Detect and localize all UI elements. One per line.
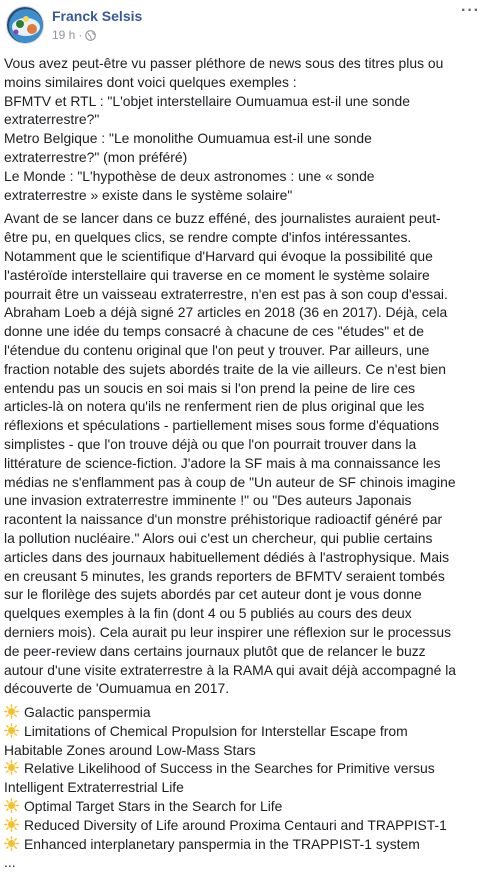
reference-title: Limitations of Chemical Propulsion for Interstellar Escape from	[24, 722, 408, 739]
body-line: l'étendue du contenu original que l'on peut y trouver. Par ailleurs, une	[4, 341, 430, 358]
intro-paragraph	[4, 54, 482, 204]
body-line: quelques exemples à la fin (dont 4 ou 5 publiés au cours des deux	[4, 605, 412, 622]
reference-item	[4, 816, 482, 835]
reference-line	[4, 816, 482, 835]
reference-line	[4, 703, 482, 722]
body-line: la pollution nucléaire." Alors oui c'est un chercheur, qui publie certains	[4, 529, 433, 546]
reference-item	[4, 722, 482, 760]
meta-separator: ·	[78, 28, 83, 42]
intro-line: Metro Belgique : "Le monolithe Oumuamua est-il une sonde	[4, 130, 372, 147]
body-line: Notamment que le scientifique d'Harvard qui évoque la possibilité que	[4, 247, 433, 264]
body-line: découverte de 'Oumuamua en 2017.	[4, 680, 230, 697]
intro-line: moins similaires dont voici quelques exemples :	[4, 73, 297, 90]
body-line: Abraham Loeb a déjà signé 27 articles en 2018 (36 en 2017). Déjà, cela	[4, 304, 448, 321]
reference-title: Reduced Diversity of Life around Proxima Centauri and TRAPPIST-1	[24, 816, 447, 833]
reference-item	[4, 703, 482, 722]
body-line: racontent la naissance d'un monstre préhistorique radioactif généré par	[4, 511, 443, 528]
body-line: l'astéroïde interstellaire qui traverse en ce moment le système solaire	[4, 266, 430, 283]
body-line: articles-là on notera qu'ils ne renferment rien de plus original que les	[4, 398, 425, 415]
sun-icon	[4, 836, 19, 851]
post-meta	[52, 28, 96, 42]
post-header	[0, 0, 488, 52]
sun-icon	[4, 760, 19, 775]
globe-icon	[85, 30, 96, 41]
body-line: simplistes - que l'on trouve déjà ou que l'on pourrait trouver dans la	[4, 435, 417, 452]
body-line: autour d'une visite extraterrestre à la RAMA qui avait déjà accompagné la	[4, 661, 457, 678]
reference-line	[4, 797, 482, 816]
intro-line: extraterrestre?"	[4, 111, 100, 128]
reference-line	[4, 778, 482, 797]
body-line: derniers mois). Cela aurait pu leur inspirer une réflexion sur le processus	[4, 623, 452, 640]
reference-item	[4, 835, 482, 854]
reference-title: Intelligent Extraterrestrial Life	[4, 779, 184, 796]
post-time[interactable]: 19 h	[52, 28, 76, 42]
body-line: pourrait être un vaisseau extraterrestre, n'en est pas à son coup d'essai.	[4, 285, 448, 302]
reference-title: Habitable Zones around Low-Mass Stars	[4, 741, 256, 758]
body-line: être pu, en quelques clics, se rendre compte d'infos intéressantes.	[4, 229, 412, 246]
intro-line: extraterrestre?" (mon préféré)	[4, 148, 188, 165]
body-line: entendu pas un soucis en soi mais si l'on prend la peine de lire ces	[4, 379, 416, 396]
intro-line: Le Monde : "L'hypothèse de deux astronomes : une « sonde	[4, 167, 375, 184]
reference-item	[4, 759, 482, 797]
reference-line	[4, 835, 482, 854]
author-name[interactable]: Franck Selsis	[52, 8, 143, 24]
reference-line	[4, 741, 482, 760]
reference-item	[4, 797, 482, 816]
sun-icon	[4, 704, 19, 719]
body-line: fraction notable des sujets abordés traite de la vie ailleurs. Ce n'est bien	[4, 360, 447, 377]
body-line: une invasion extraterrestre imminente !" ou "Des auteurs Japonais	[4, 492, 412, 509]
body-paragraph	[4, 209, 482, 698]
post-content	[4, 54, 482, 872]
reference-title: Relative Likelihood of Success in the Searches for Primitive versus	[24, 760, 435, 777]
sun-icon	[4, 817, 19, 832]
intro-line: Vous avez peut-être vu passer pléthore de news sous des titres plus ou	[4, 55, 444, 71]
intro-line: extraterrestre » existe dans le système solaire"	[4, 186, 293, 203]
sun-icon	[4, 798, 19, 813]
reference-title: Enhanced interplanetary panspermia in the TRAPPIST-1 system	[24, 835, 420, 852]
body-line: réflexions et spéculations - partiellement mises sous forme d'équations	[4, 417, 440, 434]
ellipsis: ...	[4, 854, 16, 871]
reference-line	[4, 722, 482, 741]
reference-title: Optimal Target Stars in the Search for Life	[24, 798, 283, 815]
body-line: donne une idée du temps consacré à chacune de ces "études" et de	[4, 323, 424, 340]
sun-icon	[4, 723, 19, 738]
reference-title: Galactic panspermia	[24, 704, 151, 721]
body-line: sur le florilège des sujets abordés par cet auteur dont je vous donne	[4, 586, 422, 603]
reference-line	[4, 759, 482, 778]
avatar[interactable]	[6, 6, 44, 44]
body-line: articles dans des journaux habituellement dédiés à l'astrophysique. Mais	[4, 548, 450, 565]
body-line: de peer-review dans certains journaux plutôt que de relancer le buzz	[4, 642, 426, 659]
more-options-icon[interactable]: ···	[461, 2, 480, 19]
body-line: Avant de se lancer dans ce buzz efféné, des journalistes auraient peut-	[4, 210, 441, 227]
body-line: médias ne s'enflamment pas à coup de "Un auteur de SF chinois imagine	[4, 473, 456, 490]
body-line: littérature de science-fiction. J'adore la SF mais à ma connaissance les	[4, 454, 441, 471]
body-line: en creusant 5 minutes, les grands reporters de BFMTV seraient tombés	[4, 567, 445, 584]
intro-line: BFMTV et RTL : "L'objet interstellaire Oumuamua est-il une sonde	[4, 92, 410, 109]
reference-list	[4, 703, 482, 853]
